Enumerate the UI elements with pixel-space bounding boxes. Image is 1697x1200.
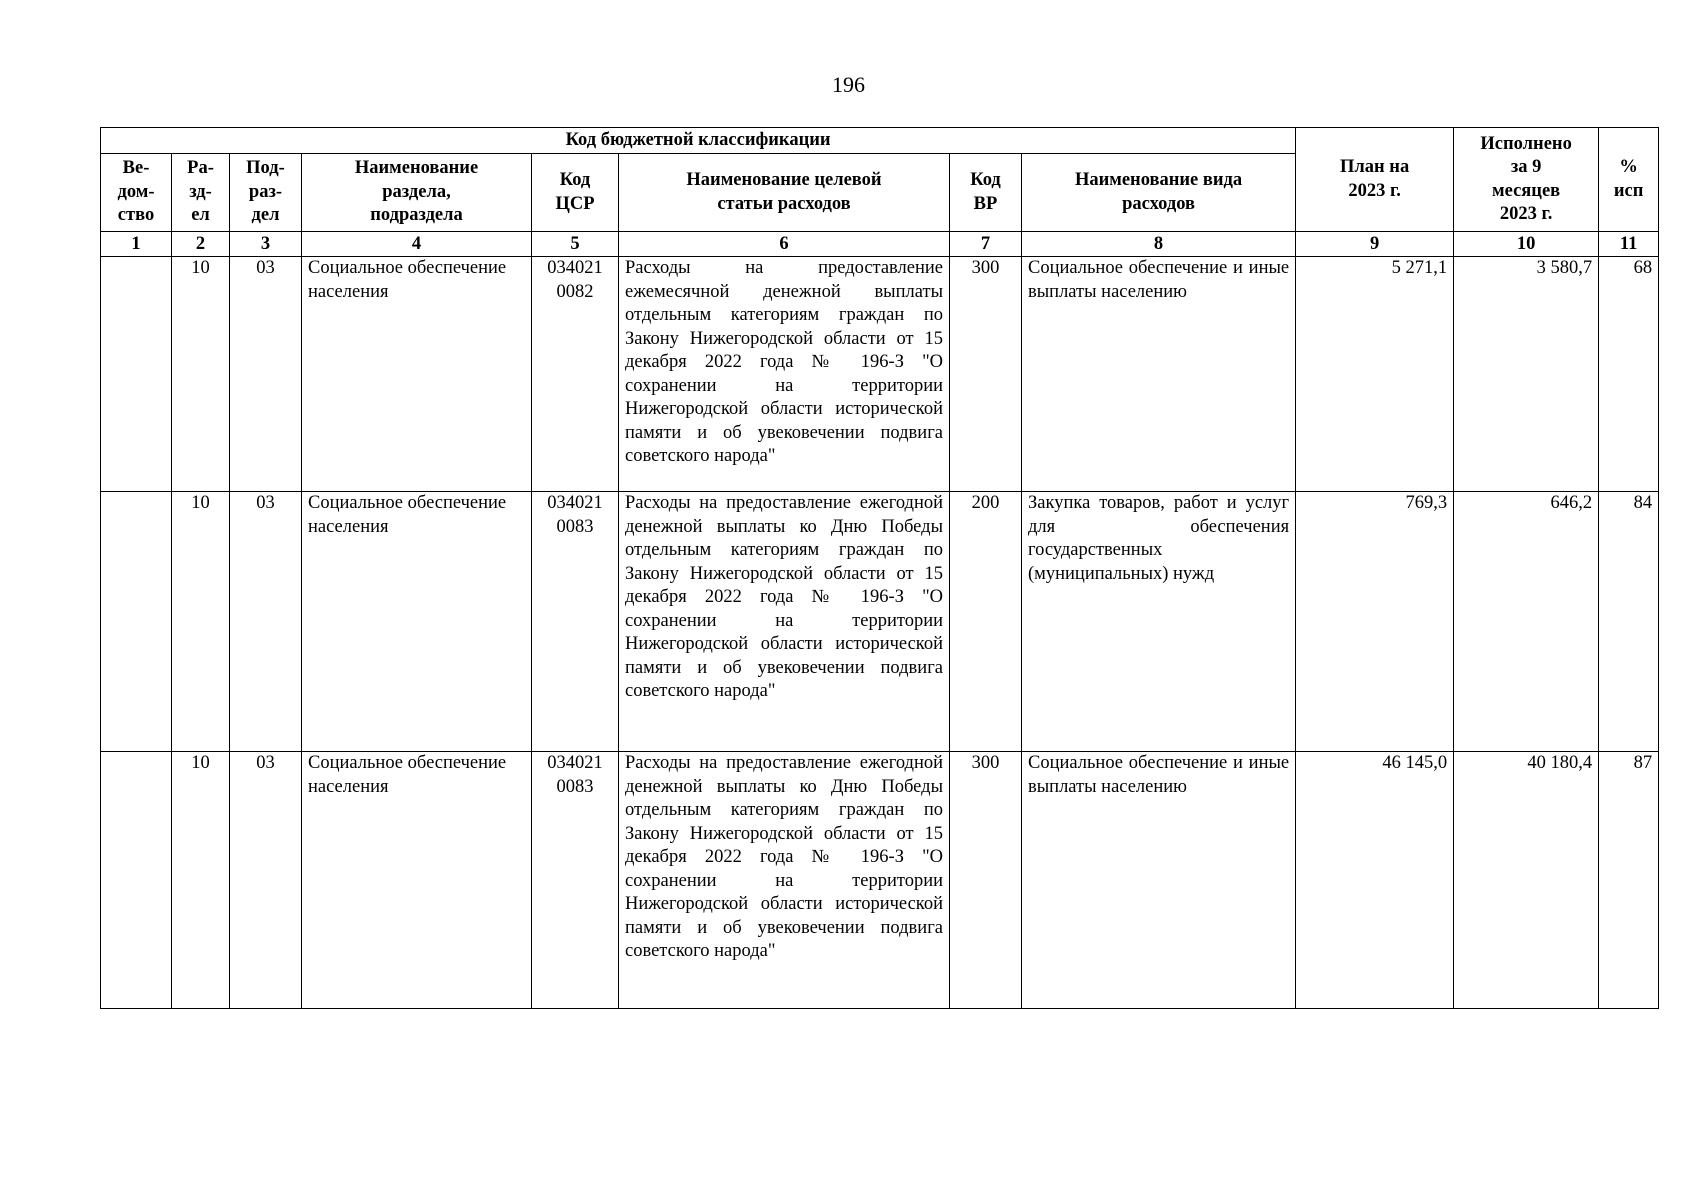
header-target-code: Код ЦСР	[532, 154, 619, 232]
column-number: 2	[172, 232, 230, 257]
cell-target-code: 034021 0083	[532, 492, 619, 752]
header-section-name: Наименование раздела, подраздела	[302, 154, 532, 232]
cell-executed: 646,2	[1454, 492, 1599, 752]
column-number: 8	[1022, 232, 1296, 257]
cell-department	[101, 492, 172, 752]
column-number: 7	[950, 232, 1022, 257]
column-number: 10	[1454, 232, 1599, 257]
cell-section: 10	[172, 752, 230, 1009]
cell-section: 10	[172, 492, 230, 752]
column-number: 1	[101, 232, 172, 257]
cell-plan: 769,3	[1296, 492, 1454, 752]
header-budget-classification: Код бюджетной классификации	[101, 128, 1296, 154]
cell-subsection: 03	[230, 752, 302, 1009]
cell-subsection: 03	[230, 492, 302, 752]
header-percent: % исп	[1599, 128, 1659, 232]
header-department: Ве- дом- ство	[101, 154, 172, 232]
page-number: 196	[832, 72, 865, 97]
cell-expense-type-code: 200	[950, 492, 1022, 752]
cell-expense-type-code: 300	[950, 257, 1022, 492]
cell-executed: 40 180,4	[1454, 752, 1599, 1009]
cell-section-name: Социальное обеспечение населения	[302, 752, 532, 1009]
cell-plan: 5 271,1	[1296, 257, 1454, 492]
column-number: 9	[1296, 232, 1454, 257]
cell-expense-type-name: Социальное обеспечение и иные выплаты населению	[1022, 257, 1296, 492]
cell-expense-type-code: 300	[950, 752, 1022, 1009]
column-number: 6	[619, 232, 950, 257]
cell-target-name: Расходы на предоставление ежемесячной денежной выплаты отдельным категориям граждан по Закону Нижегородской области от 15 декабря 2022 года № 196-З "О сохранении на территории Нижегородской области исторической памяти и об увековечении подвига советского народа"	[619, 257, 950, 492]
cell-target-code: 034021 0082	[532, 257, 619, 492]
cell-target-code: 034021 0083	[532, 752, 619, 1009]
budget-table	[100, 127, 1659, 1009]
cell-subsection: 03	[230, 257, 302, 492]
column-number: 4	[302, 232, 532, 257]
column-number: 11	[1599, 232, 1659, 257]
cell-section-name: Социальное обеспечение населения	[302, 492, 532, 752]
cell-percent: 84	[1599, 492, 1659, 752]
cell-section: 10	[172, 257, 230, 492]
header-section: Ра- зд- ел	[172, 154, 230, 232]
table-row	[101, 257, 1659, 492]
column-number: 3	[230, 232, 302, 257]
cell-target-name: Расходы на предоставление ежегодной денежной выплаты ко Дню Победы отдельным категориям граждан по Закону Нижегородской области от 15 декабря 2022 года № 196-З "О сохранении на территории Нижегородской области исторической памяти и об увековечении подвига советского народа"	[619, 752, 950, 1009]
cell-percent: 68	[1599, 257, 1659, 492]
cell-percent: 87	[1599, 752, 1659, 1009]
column-number: 5	[532, 232, 619, 257]
table-row	[101, 492, 1659, 752]
table-row	[101, 752, 1659, 1009]
cell-plan: 46 145,0	[1296, 752, 1454, 1009]
cell-expense-type-name: Социальное обеспечение и иные выплаты населению	[1022, 752, 1296, 1009]
cell-executed: 3 580,7	[1454, 257, 1599, 492]
header-subsection: Под- раз- дел	[230, 154, 302, 232]
header-executed: Исполнено за 9 месяцев 2023 г.	[1454, 128, 1599, 232]
cell-department	[101, 257, 172, 492]
header-plan: План на 2023 г.	[1296, 128, 1454, 232]
header-expense-type-name: Наименование вида расходов	[1022, 154, 1296, 232]
cell-department	[101, 752, 172, 1009]
header-target-name: Наименование целевой статьи расходов	[619, 154, 950, 232]
cell-target-name: Расходы на предоставление ежегодной денежной выплаты ко Дню Победы отдельным категориям граждан по Закону Нижегородской области от 15 декабря 2022 года № 196-З "О сохранении на территории Нижегородской области исторической памяти и об увековечении подвига советского народа"	[619, 492, 950, 752]
cell-section-name: Социальное обеспечение населения	[302, 257, 532, 492]
header-expense-type-code: Код ВР	[950, 154, 1022, 232]
cell-expense-type-name: Закупка товаров, работ и услуг для обеспечения государственных (муниципальных) нужд	[1022, 492, 1296, 752]
